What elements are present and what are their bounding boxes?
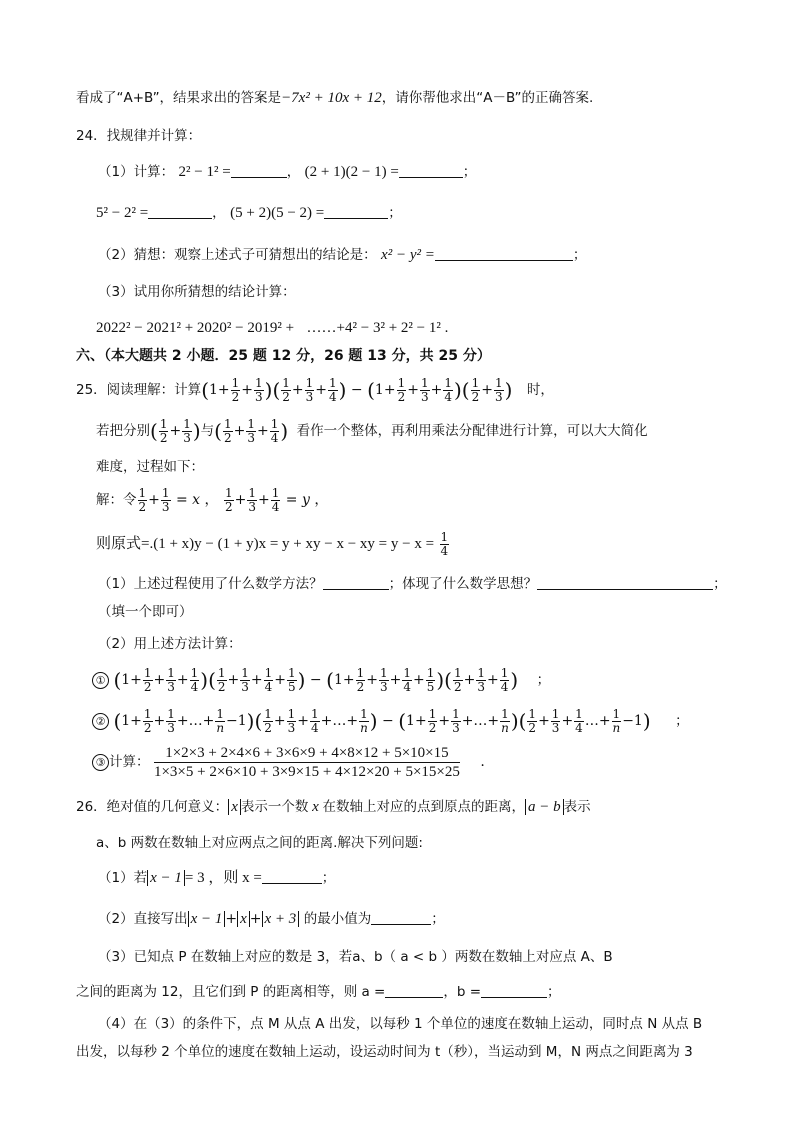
q25-solution: 解：令 $\frac{1}{2}$ + $\frac{1}{3}$ = x ， $\frac{1}{2}$ + $\frac{1}{3}$ + $\frac{1}{4}$ = y ， [96, 485, 329, 514]
q26-title-line: 26．绝对值的几何意义： x 表示一个数 x 在数轴上对应的点到原点的距离， a − b 表示 [76, 799, 591, 815]
q26-p4: （4）在（3）的条件下，点 M 从点 A 出发，以每秒 1 个单位的速度在数轴上运动，同时点 N 从点 B [98, 1016, 703, 1032]
q25-q1a: （1）上述过程使用了什么数学方法？ [98, 576, 323, 592]
q26-p3b-line: 之间的距离为 12，且它们到 P 的距离相等，则 a = ，b = ； [76, 984, 561, 1000]
q24-p2: （2）猜想：观察上述式子可猜想出的结论是： x² − y² = ； [98, 247, 587, 263]
q25-den3: 1×3×5 + 2×6×10 + 3×9×15 + 4×12×20 + 5×15×25 [153, 763, 460, 780]
q25-title: 25．阅读理解：计算 [76, 382, 202, 398]
answer-blank-3[interactable] [148, 204, 212, 219]
q25-calc-1: ① (1+ $\frac{1}{2}$ + $\frac{1}{3}$ + $\frac{1}{4}$ )( $\frac{1}{2}$ + $\frac{1}{3}$ + $\frac{1}{4}$ + $\frac{1}{5}$ ) − (1+ $\frac{1}{2}$ + $\frac{1}{3}$ + $\frac{1}{4}$ + $\frac{1}{5}$ )( $\frac{1}{2}$ + $\frac{1}{3}$ + $\frac{1}{4}$ ) ； [92, 666, 550, 694]
q26-p3c: ，b = [443, 984, 482, 1000]
q26-p2: （2）直接写出 [98, 911, 188, 927]
answer-blank-thought[interactable] [537, 575, 713, 590]
answer-blank-method[interactable] [323, 575, 389, 590]
answer-blank-5[interactable] [435, 246, 573, 261]
q25-q1: （1）上述过程使用了什么数学方法？ ；体现了什么数学思想？ ； [98, 576, 727, 592]
q25-q2: （2）用上述方法计算： [98, 636, 242, 652]
q26-p4b: 出发，以每秒 2 个单位的速度在数轴上运动，设运动时间为 t（秒），当运动到 M，N 两点之间距离为 3 [76, 1044, 693, 1060]
q25-num3: 1×2×3 + 2×4×6 + 3×6×9 + 4×8×12 + 5×10×15 [154, 744, 460, 763]
q25-l2c: 看作一个整体，再利用乘法分配律进行计算，可以大大简化 [296, 423, 648, 439]
circled-2: ② [92, 713, 109, 730]
answer-blank-2[interactable] [399, 163, 463, 178]
q25-line2: 若把分别( $\frac{1}{2}$ + $\frac{1}{3}$ )与( $\frac{1}{2}$ + $\frac{1}{3}$ + $\frac{1}{4}$ ) 看作一个整体，再利用乘法分配律进行计算，可以大大简化 [96, 416, 648, 445]
q26-t1: 表示一个数 [240, 799, 309, 815]
q25-l3: 难度，过程如下： [96, 459, 204, 475]
q25-when: 时， [526, 382, 554, 398]
q26-l2: a、b 两数在数轴上对应两点之间的距离.解决下列问题: [96, 835, 423, 851]
q26-t3: 表示 [563, 799, 591, 815]
answer-blank-4[interactable] [324, 204, 388, 219]
answer-blank-x[interactable] [262, 869, 322, 884]
answer-blank-b[interactable] [481, 983, 547, 998]
q25-fill: （填一个即可） [98, 604, 193, 620]
q24-title: 24．找规律并计算： [76, 128, 202, 144]
intro-expr: −7x² + 10x + 12 [281, 90, 382, 106]
q26-title: 26．绝对值的几何意义： [76, 799, 229, 815]
q25-l2a: 若把分别 [96, 423, 150, 439]
q25-sol-pre: 解：令 [96, 492, 137, 508]
q26-p1-line: （1）若 x − 1 = 3 ，则 x = ； [98, 870, 336, 886]
q26-p2-line: （2）直接写出 x − 1 + x + x + 3 的最小值为 ； [98, 911, 445, 927]
q26-p2b: 的最小值为 [303, 911, 372, 927]
q25-sol-x: x [192, 492, 201, 508]
q24-e5: x² − y² = [381, 247, 435, 263]
answer-blank-1[interactable] [231, 163, 287, 178]
q24-p2-text: （2）猜想：观察上述式子可猜想出的结论是： [98, 247, 377, 263]
q26-p3: （3）已知点 P 在数轴上对应的数是 3，若a、b（ a < b ）两数在数轴上对应点 A、B [98, 949, 613, 965]
q26-p1b: = 3 ，则 x = [184, 870, 262, 886]
q24-e6a: 2022² − 2021² + 2020² − 2019² + [96, 320, 295, 336]
q24-e1: 2² − 1² = [178, 164, 231, 180]
intro-post: ，请你帮他求出“A－B”的正确答案. [381, 90, 594, 106]
q25-orig: 则原式=.(1 + x)y − (1 + y)x = y + xy − x − xy = y − x = [96, 536, 435, 552]
q26-t2: 在数轴上对应的点到原点的距离， [322, 799, 526, 815]
circled-3: ③ [92, 754, 109, 771]
q25-title-line: 25．阅读理解：计算(1+ $\frac{1}{2}$ + $\frac{1}{3}$ )( $\frac{1}{2}$ + $\frac{1}{3}$ + $\frac{1}{4}$ ) − (1+ $\frac{1}{2}$ + $\frac{1}{3}$ + $\frac{1}{4}$ )( $\frac{1}{2}$ + $\frac{1}{3}$ ) 时， [76, 375, 554, 404]
q26-p3b: 之间的距离为 12，且它们到 P 的距离相等，则 a = [76, 984, 386, 1000]
intro-pre: 看成了“A+B”，结果求出的答案是 [76, 90, 282, 106]
q25-q1b: ；体现了什么数学思想？ [388, 576, 538, 592]
q24-p1: （1）计算： 2² − 1² = ， (2 + 1)(2 − 1) = ； [98, 164, 477, 180]
q24-e3: 5² − 2² = [96, 205, 149, 221]
q24-p3: （3）试用你所猜想的结论计算： [98, 284, 296, 300]
answer-blank-min[interactable] [371, 910, 431, 925]
q24-e6b: ……+4² − 3² + 2² − 1² . [306, 320, 449, 336]
q24-p1-second: 5² − 2² = ， (5 + 2)(5 − 2) = ； [96, 205, 402, 221]
q25-calc-2: ② (1+ $\frac{1}{2}$ + $\frac{1}{3}$ +…+ $\frac{1}{n}$ −1)( $\frac{1}{2}$ + $\frac{1}{3}$ + $\frac{1}{4}$ +…+ $\frac{1}{n}$ ) − (1+ $\frac{1}{2}$ + $\frac{1}{3}$ +…+ $\frac{1}{n}$ )( $\frac{1}{2}$ + $\frac{1}{3}$ + $\frac{1}{4}$ …+ $\frac{1}{n}$ −1) ； [92, 707, 689, 735]
answer-blank-a[interactable] [385, 983, 443, 998]
q25-l2b: 与 [200, 423, 215, 439]
q25-orig-line: 则原式=.(1 + x)y − (1 + y)x = y + xy − x − xy = y − x = $\frac{1}{4}$ [96, 529, 449, 558]
section-6-title: 六、（本大题共 2 小题．25 题 12 分，26 题 13 分，共 25 分） [76, 348, 491, 364]
q25-calc-label: 计算： [109, 754, 150, 770]
q26-p1: （1）若 [98, 870, 148, 886]
q25-calc-3: ③ 计算： $\frac{1\times 2\times 3 + 2\times 4\times 6 + 3\times 6\times 9 + 4\times 8\times 12 + 5\times 10\times 15}{1\times 3\times 5 + 2\times 6\times 10 + 3\times 9\times 15 + 4\times 12\times 20 + 5\times 15\times 25}$ . [92, 742, 485, 782]
q25-sol-y: y [302, 492, 310, 508]
q24-e6 [96, 318, 448, 338]
circled-1: ① [92, 672, 109, 689]
intro-line [76, 88, 593, 108]
q25-big-fraction [154, 744, 460, 781]
q24-e4: (5 + 2)(5 − 2) = [230, 205, 325, 221]
q24-e2: (2 + 1)(2 − 1) = [304, 164, 399, 180]
q24-p1-label: （1）计算： [98, 164, 175, 180]
